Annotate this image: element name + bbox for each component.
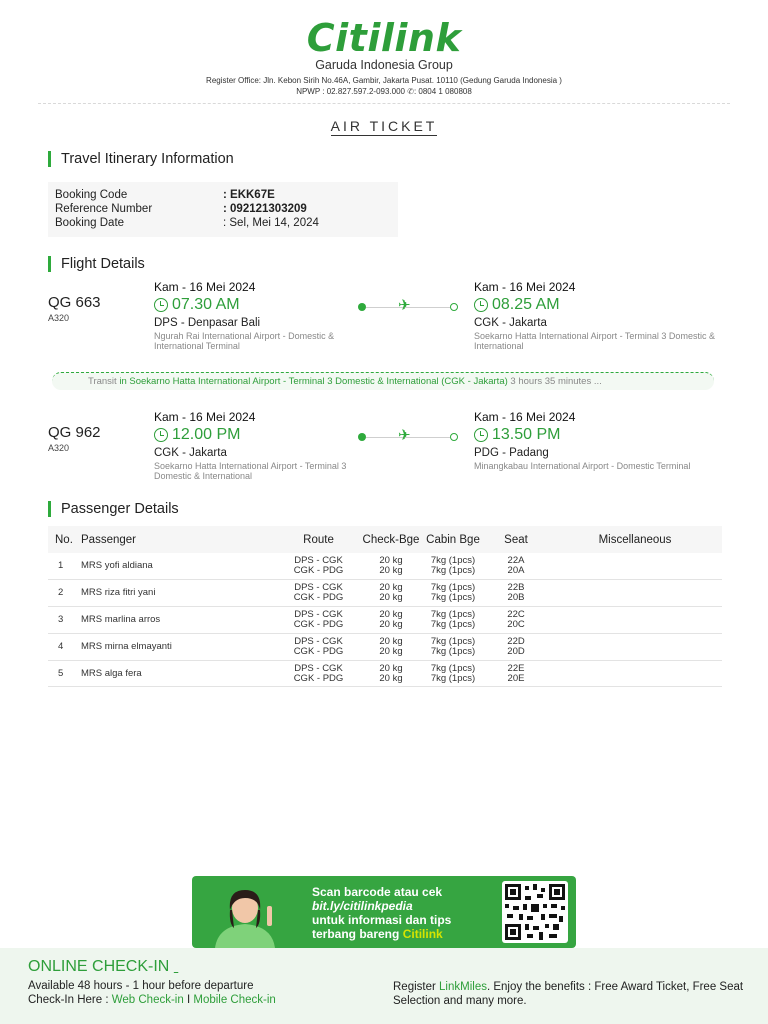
document-title: AIR TICKET [330, 118, 438, 134]
col-header-no: No. [48, 526, 77, 553]
passenger-no: 1 [48, 553, 77, 580]
passenger-name: MRS marlina arros [77, 607, 277, 634]
qr-code-icon[interactable] [502, 881, 568, 943]
arrival-airport: Minangkabau International Airport - Domestic Terminal [474, 461, 691, 471]
passenger-name: MRS riza fitri yani [77, 580, 277, 607]
npwp-number: NPWP : 02.827.597.2-093.000 [296, 87, 406, 96]
flight-number: QG 962 [48, 424, 101, 441]
check-baggage: 20 kg 20 kg [360, 660, 422, 687]
departure-time: 12.00 PM [154, 426, 374, 444]
header-divider [38, 103, 730, 104]
check-baggage: 20 kg 20 kg [360, 633, 422, 660]
arrival-time: 08.25 AM [474, 296, 724, 314]
table-row [48, 660, 722, 687]
aircraft-type: A320 [48, 443, 70, 453]
checkin-links: Check-In Here : Web Check-in I Mobile Check-in [28, 994, 276, 1006]
passenger-no: 4 [48, 633, 77, 660]
reference-number-label: Reference Number [55, 203, 153, 215]
col-header-passenger: Passenger [77, 526, 277, 553]
web-checkin-link[interactable]: Web Check-in [111, 994, 184, 1006]
passenger-name: MRS alga fera [77, 660, 277, 687]
cabin-baggage: 7kg (1pcs) 7kg (1pcs) [422, 580, 484, 607]
banner-brand: Citilink [402, 927, 443, 941]
miscellaneous [548, 660, 722, 687]
departure-city: DPS - Denpasar Bali [154, 317, 261, 329]
route-line [358, 297, 458, 314]
banner-line-4: terbang bareng Citilink [312, 927, 443, 941]
route-line [358, 427, 458, 444]
arrival-block [474, 280, 724, 351]
cabin-baggage: 7kg (1pcs) 7kg (1pcs) [422, 607, 484, 634]
passenger-route: DPS - CGK CGK - PDG [277, 660, 360, 687]
booking-date-value: : Sel, Mei 14, 2024 [223, 217, 319, 229]
clock-icon [154, 428, 168, 442]
destination-dot [450, 433, 458, 441]
online-checkin-title: ONLINE CHECK-IN [28, 958, 170, 975]
ticket-header [0, 0, 768, 134]
table-row [48, 580, 722, 607]
clock-icon [474, 298, 488, 312]
departure-date: Kam - 16 Mei 2024 [154, 280, 256, 294]
aircraft-type: A320 [48, 313, 70, 323]
miscellaneous [548, 633, 722, 660]
booking-date-label: Booking Date [55, 217, 125, 229]
phone-number: : 0804 1 080808 [413, 87, 472, 96]
transit-bar [52, 372, 714, 390]
passenger-name: MRS yofi aldiana [77, 553, 277, 580]
arrival-city: CGK - Jakarta [474, 317, 547, 329]
passenger-no: 2 [48, 580, 77, 607]
reference-number-value: : 092121303209 [223, 203, 307, 215]
miscellaneous [548, 553, 722, 580]
linkmiles-link[interactable]: LinkMiles [439, 981, 487, 993]
passenger-table-body [48, 553, 722, 687]
seat: 22A 20A [484, 553, 548, 580]
col-header-cabin-baggage: Cabin Bge [422, 526, 484, 553]
seat: 22D 20D [484, 633, 548, 660]
departure-block [154, 280, 374, 351]
departure-city: CGK - Jakarta [154, 447, 227, 459]
passenger-no: 3 [48, 607, 77, 634]
linkmiles-info: Register LinkMiles. Enjoy the benefits : Free Award Ticket, Free Seat Selection and many more. [393, 981, 744, 1007]
airplane-icon: ✈ [398, 297, 411, 314]
cabin-baggage: 7kg (1pcs) 7kg (1pcs) [422, 633, 484, 660]
transit-label: Transit [88, 376, 117, 387]
table-row [48, 607, 722, 634]
booking-info-box [48, 182, 398, 237]
check-baggage: 20 kg 20 kg [360, 553, 422, 580]
banner-line-1: Scan barcode atau cek [312, 885, 443, 899]
citilink-logo: Citilink [306, 16, 462, 60]
departure-time: 07.30 AM [154, 296, 374, 314]
passenger-table [48, 526, 722, 687]
cabin-baggage: 7kg (1pcs) 7kg (1pcs) [422, 660, 484, 687]
checkin-availability: Available 48 hours - 1 hour before departure [28, 980, 254, 992]
phone-icon: ✆ [407, 87, 414, 96]
table-row [48, 553, 722, 580]
col-header-route: Route [277, 526, 360, 553]
passenger-route: DPS - CGK CGK - PDG [277, 607, 360, 634]
arrival-airport: Soekarno Hatta International Airport - Terminal 3 Domestic & International [474, 331, 715, 351]
flight-number: QG 663 [48, 294, 101, 311]
banner-text [312, 885, 451, 941]
departure-airport: Ngurah Rai International Airport - Domestic & International Terminal [154, 331, 335, 351]
banner-line-3: untuk informasi dan tips [312, 913, 452, 927]
online-checkin-footer [0, 948, 768, 1024]
arrival-time: 13.50 PM [474, 426, 724, 444]
itinerary-section-title: Travel Itinerary Information [48, 151, 234, 167]
transit-location: in Soekarno Hatta International Airport - Terminal 3 Domestic & International (CGK - Jakarta) [119, 376, 508, 387]
arrival-date: Kam - 16 Mei 2024 [474, 410, 576, 424]
group-name: Garuda Indonesia Group [315, 58, 453, 72]
col-header-seat: Seat [484, 526, 548, 553]
clock-icon [154, 298, 168, 312]
cabin-baggage: 7kg (1pcs) 7kg (1pcs) [422, 553, 484, 580]
airplane-icon: ✈ [398, 427, 411, 444]
booking-code-value: : EKK67E [223, 189, 275, 201]
booking-date-row [55, 216, 398, 230]
passenger-section-title: Passenger Details [48, 501, 179, 517]
link-separator: I [186, 994, 191, 1006]
check-baggage: 20 kg 20 kg [360, 580, 422, 607]
passenger-no: 5 [48, 660, 77, 687]
departure-block [154, 410, 374, 481]
booking-code-label: Booking Code [55, 189, 128, 201]
arrival-city: PDG - Padang [474, 447, 549, 459]
origin-dot [358, 303, 366, 311]
origin-dot [358, 433, 366, 441]
miscellaneous [548, 580, 722, 607]
seat: 22E 20E [484, 660, 548, 687]
mobile-checkin-link[interactable]: Mobile Check-in [193, 994, 276, 1006]
col-header-check-baggage: Check-Bge [360, 526, 422, 553]
table-row [48, 633, 722, 660]
departure-airport: Soekarno Hatta International Airport - Terminal 3 Domestic & International [154, 461, 347, 481]
passenger-route: DPS - CGK CGK - PDG [277, 633, 360, 660]
arrival-date: Kam - 16 Mei 2024 [474, 280, 576, 294]
banner-link[interactable]: bit.ly/citilinkpedia [312, 899, 413, 913]
citilinkpedia-banner[interactable] [192, 876, 576, 948]
departure-date: Kam - 16 Mei 2024 [154, 410, 256, 424]
person-illustration [210, 880, 280, 948]
passenger-route: DPS - CGK CGK - PDG [277, 553, 360, 580]
passenger-route: DPS - CGK CGK - PDG [277, 580, 360, 607]
reference-number-row [55, 202, 398, 216]
flight-section-title: Flight Details [48, 256, 145, 272]
transit-duration: 3 hours 35 minutes ... [510, 376, 602, 387]
seat: 22B 20B [484, 580, 548, 607]
col-header-miscellaneous: Miscellaneous [548, 526, 722, 553]
miscellaneous [548, 607, 722, 634]
arrival-block [474, 410, 724, 471]
destination-dot [450, 303, 458, 311]
register-office: Register Office: Jln. Kebon Sirih No.46A, Gambir, Jakarta Pusat. 10110 (Gedung Garuda Indonesia ) [206, 76, 562, 85]
clock-icon [474, 428, 488, 442]
seat: 22C 20C [484, 607, 548, 634]
booking-code-row [55, 188, 398, 202]
check-baggage: 20 kg 20 kg [360, 607, 422, 634]
table-header-row [48, 526, 722, 553]
npwp-line [0, 87, 768, 96]
passenger-name: MRS mirna elmayanti [77, 633, 277, 660]
